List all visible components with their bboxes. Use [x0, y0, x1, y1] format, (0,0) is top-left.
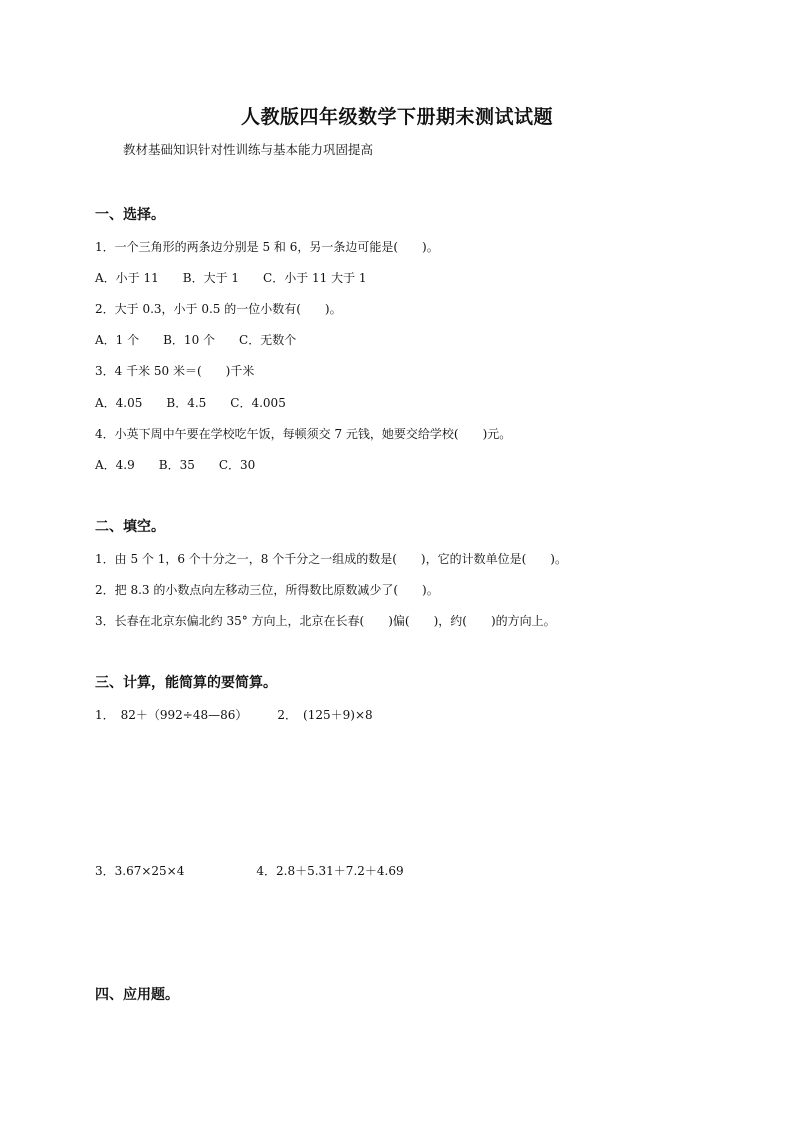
question-1-4-options: A．4.9 B．35 C．30: [95, 458, 256, 472]
section-heading-application: 四、应用题。: [95, 987, 179, 1003]
question-1-2: 2．大于 0.3，小于 0.5 的一位小数有( )。: [95, 302, 342, 316]
question-2-1: 1．由 5 个 1，6 个十分之一，8 个千分之一组成的数是( )，它的计数单位是( )。: [95, 552, 567, 566]
question-1-1-options: A．小于 11 B．大于 1 C．小于 11 大于 1: [95, 271, 367, 285]
document-subtitle: 教材基础知识针对性训练与基本能力巩固提高: [123, 142, 374, 157]
question-2-2: 2．把 8.3 的小数点向左移动三位，所得数比原数减少了( )。: [95, 583, 439, 597]
question-1-3: 3．4 千米 50 米＝( )千米: [95, 364, 255, 378]
calculation-row-2: 3．3.67×25×4 4．2.8＋5.31＋7.2＋4.69: [95, 864, 404, 878]
question-1-1: 1．一个三角形的两条边分别是 5 和 6，另一条边可能是( )。: [95, 240, 439, 254]
section-heading-fill-blank: 二、填空。: [95, 519, 165, 535]
section-heading-calculation: 三、计算，能简算的要简算。: [95, 675, 277, 691]
question-1-3-options: A．4.05 B．4.5 C．4.005: [95, 396, 286, 410]
calculation-row-1: 1． 82＋（992÷48—86） 2． (125＋9)×8: [95, 708, 373, 722]
document-title: 人教版四年级数学下册期末测试试题: [240, 106, 553, 128]
question-2-3: 3．长春在北京东偏北约 35° 方向上，北京在长春( )偏( )，约( )的方向上。: [95, 614, 556, 628]
section-heading-choice: 一、选择。: [95, 207, 165, 223]
question-1-4: 4．小英下周中午要在学校吃午饭，每顿须交 7 元钱，她要交给学校( )元。: [95, 427, 512, 441]
question-1-2-options: A．1 个 B．10 个 C．无数个: [95, 333, 297, 347]
